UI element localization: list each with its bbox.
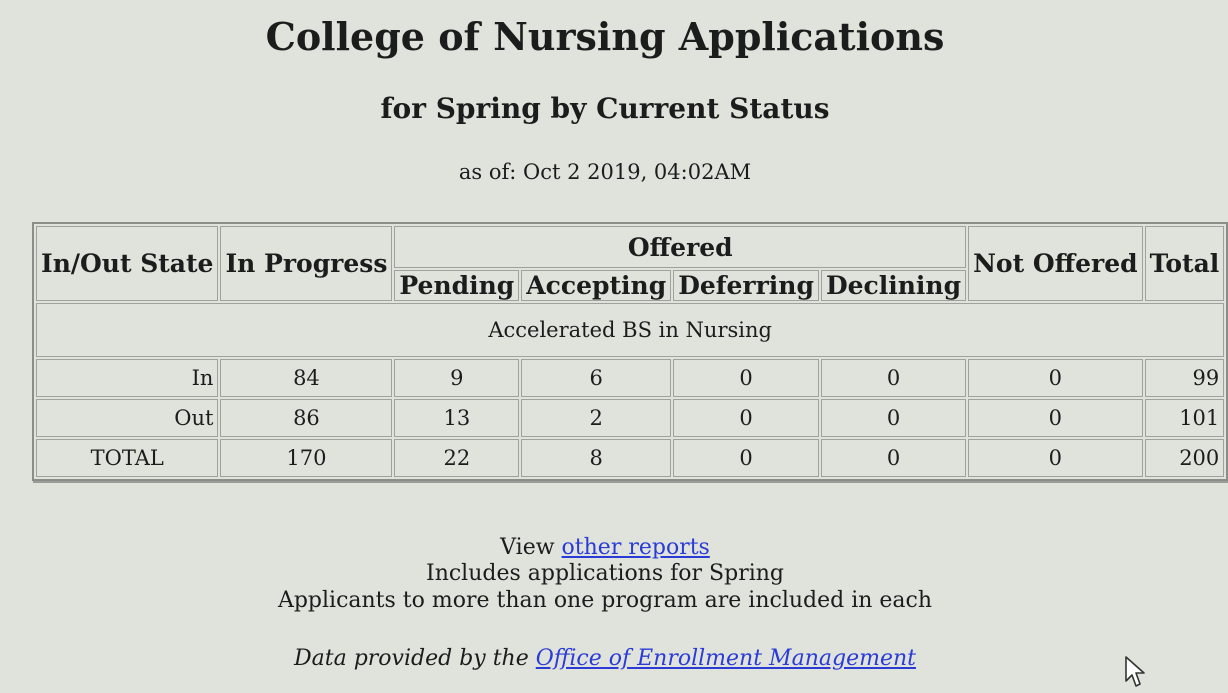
col-header-pending: Pending: [394, 270, 519, 301]
row-label: Out: [36, 399, 218, 437]
cell-pending: 22: [394, 439, 519, 477]
row-label: In: [36, 359, 218, 397]
cell-declining: 0: [821, 399, 966, 437]
cell-in-progress: 170: [220, 439, 392, 477]
cell-accepting: 6: [521, 359, 671, 397]
col-header-not-offered: Not Offered: [968, 226, 1143, 301]
table-row-total: [36, 439, 1224, 477]
cell-not-offered: 0: [968, 439, 1143, 477]
cell-not-offered: 0: [968, 359, 1143, 397]
cell-total: 200: [1145, 439, 1225, 477]
table-row-out: [36, 399, 1224, 437]
cell-pending: 13: [394, 399, 519, 437]
cell-not-offered: 0: [968, 399, 1143, 437]
cell-total: 101: [1145, 399, 1225, 437]
as-of-timestamp: as of: Oct 2 2019, 04:02AM: [458, 160, 752, 184]
provided-prefix: Data provided by the: [294, 646, 536, 671]
cell-deferring: 0: [673, 359, 819, 397]
program-section-label: Accelerated BS in Nursing: [36, 303, 1224, 357]
includes-note: Includes applications for Spring: [426, 561, 784, 586]
applications-table: [32, 222, 1228, 481]
other-reports-link[interactable]: other reports: [561, 535, 710, 560]
cell-total: 99: [1145, 359, 1225, 397]
col-header-declining: Declining: [821, 270, 966, 301]
table-row-in: [36, 359, 1224, 397]
page-title: College of Nursing Applications: [265, 14, 945, 59]
page-subtitle: for Spring by Current Status: [380, 92, 830, 125]
cell-deferring: 0: [673, 399, 819, 437]
cell-accepting: 2: [521, 399, 671, 437]
data-provided-line: [0, 646, 1210, 672]
cell-declining: 0: [821, 359, 966, 397]
col-header-state: In/Out State: [36, 226, 218, 301]
cell-in-progress: 84: [220, 359, 392, 397]
applicants-note: Applicants to more than one program are included in each: [277, 588, 933, 613]
cell-in-progress: 86: [220, 399, 392, 437]
cell-deferring: 0: [673, 439, 819, 477]
view-reports-line: [0, 535, 1210, 561]
view-prefix: View: [500, 535, 562, 560]
cell-declining: 0: [821, 439, 966, 477]
cell-pending: 9: [394, 359, 519, 397]
enrollment-office-link[interactable]: Office of Enrollment Management: [535, 646, 916, 671]
col-header-offered: Offered: [394, 226, 966, 268]
row-label: TOTAL: [36, 439, 218, 477]
col-header-total: Total: [1145, 226, 1225, 301]
cell-accepting: 8: [521, 439, 671, 477]
col-header-in-progress: In Progress: [220, 226, 392, 301]
col-header-deferring: Deferring: [673, 270, 819, 301]
mouse-pointer-icon: [1124, 655, 1148, 689]
col-header-accepting: Accepting: [521, 270, 671, 301]
